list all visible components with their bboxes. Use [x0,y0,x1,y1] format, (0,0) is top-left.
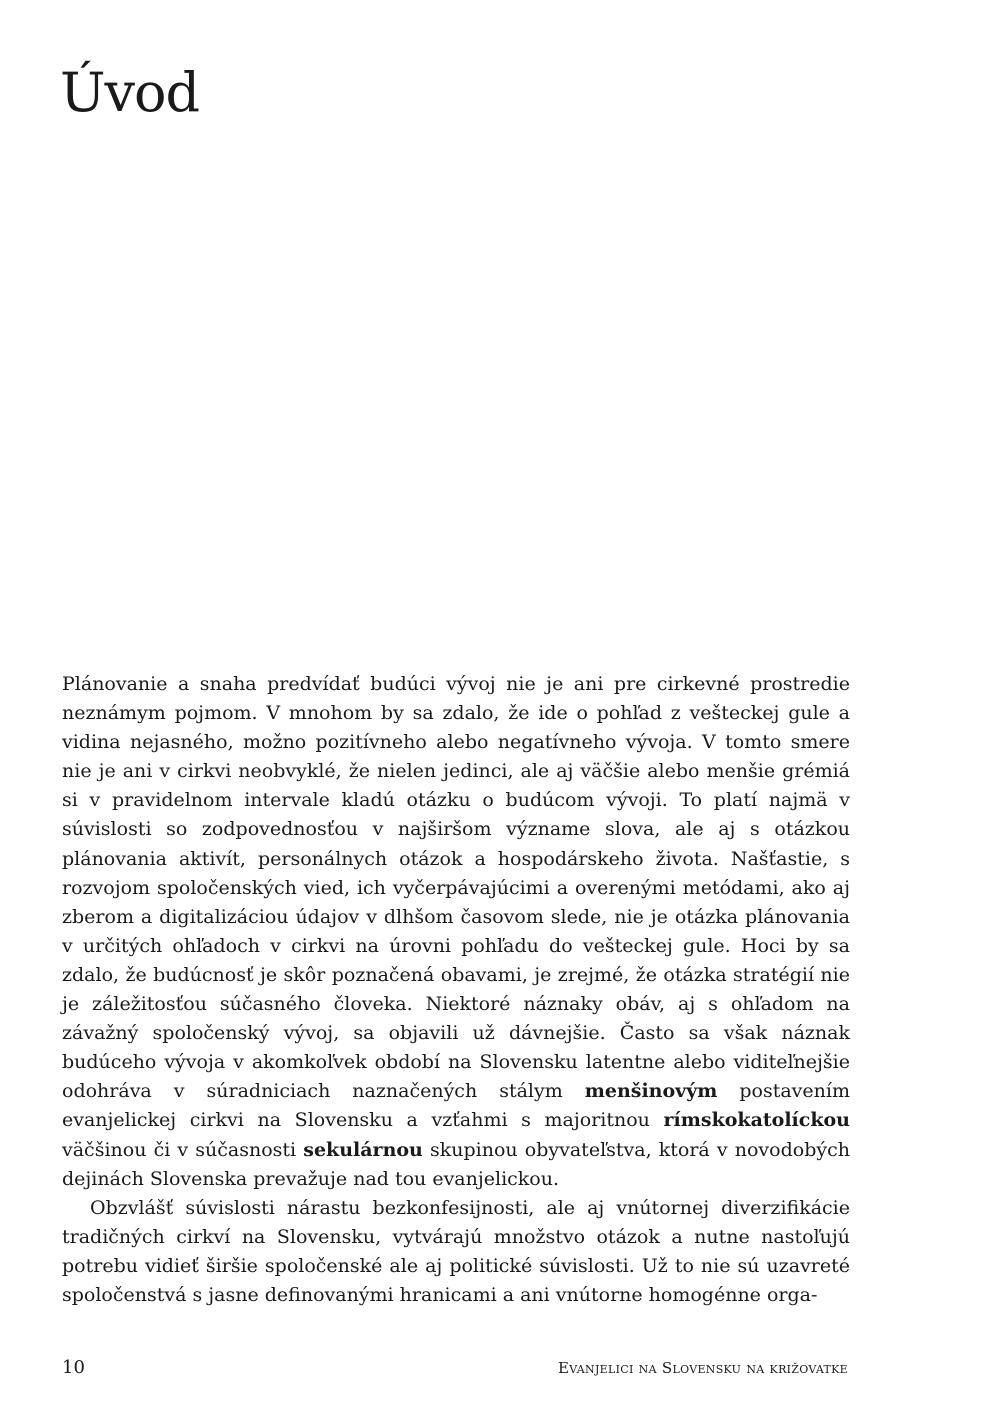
paragraph-2: Obzvlášť súvislosti nárastu bezkonfesijnosti, ale aj vnútornej diverzifikácie tradičných cirkví na Slovensku, vytvárajú množstvo otázok a nutne nastoľujú potrebu vidieť širšie spoločenské ale aj politické súvislosti. Už to nie sú uzavreté spoločenstvá s jasne definovanými hranicami a ani vnútorne homogénne orga- [62,1196,850,1306]
bold-term-sekularnou: sekulárnou [303,1138,423,1161]
paragraph-1-text-a: Plánovanie a snaha predvídať budúci vývoj nie je ani pre cirkevné prostredie neznámym pojmom. V mnohom by sa zdalo, že ide o pohľad z vešteckej gule a vidina nejasného, možno pozitívneho alebo negatívneho vývoja. V tomto smere nie je ani v cirkvi neobvyklé, že nielen jedinci, ale aj väčšie alebo menšie grémiá si v pravidelnom intervale kladú otázku o budúcom vývoji. To platí najmä v súvislosti so zodpovednosťou v najširšom význame slova, ale aj s otázkou plánovania aktivít, personálnych otázok a hospodárskeho života. Našťastie, s rozvojom spoločenských vied, ich vyčerpávajúcimi a overenými metódami, ako aj zberom a digitalizáciou údajov v dlhšom časovom slede, nie je otázka plánovania v určitých ohľadoch v cirkvi na úrovni pohľadu do vešteckej gule. Hoci by sa zdalo, že budúcnosť je skôr poznačená obavami, je zrejmé, že otázka stratégií nie je záležitosťou súčasného človeka. Niektoré náznaky obáv, aj s ohľadom na závažný spoločenský vývoj, sa objavili už dávnejšie. Často sa však náznak budúceho vývoja v akomkoľvek období na Slovensku latentne alebo viditeľnejšie odohráva v súradniciach naznačených stálym [62,673,850,1103]
running-header: Evanjelici na Slovensku na križovatke [558,1359,848,1377]
page-number: 10 [62,1357,85,1378]
bold-term-rimskokatolickou: rímskokatolíckou [663,1109,850,1132]
paragraph-1-text-c: väčšinou či v súčasnosti [62,1138,304,1161]
paragraph-1-text-b: postavením evanjelickej cirkvi na Slovensku a vzťahmi s majoritnou [62,1080,850,1132]
page-title: Úvod [60,61,200,124]
bold-term-mensinovym: menšinovým [584,1080,718,1103]
paragraph-1-text-d: skupinou obyvateľstva, ktorá v novodobých dejinách Slovenska prevažuje nad tou evanjelickou. [62,1138,850,1190]
paragraph-1 [62,670,850,1194]
body-text [62,670,850,1310]
